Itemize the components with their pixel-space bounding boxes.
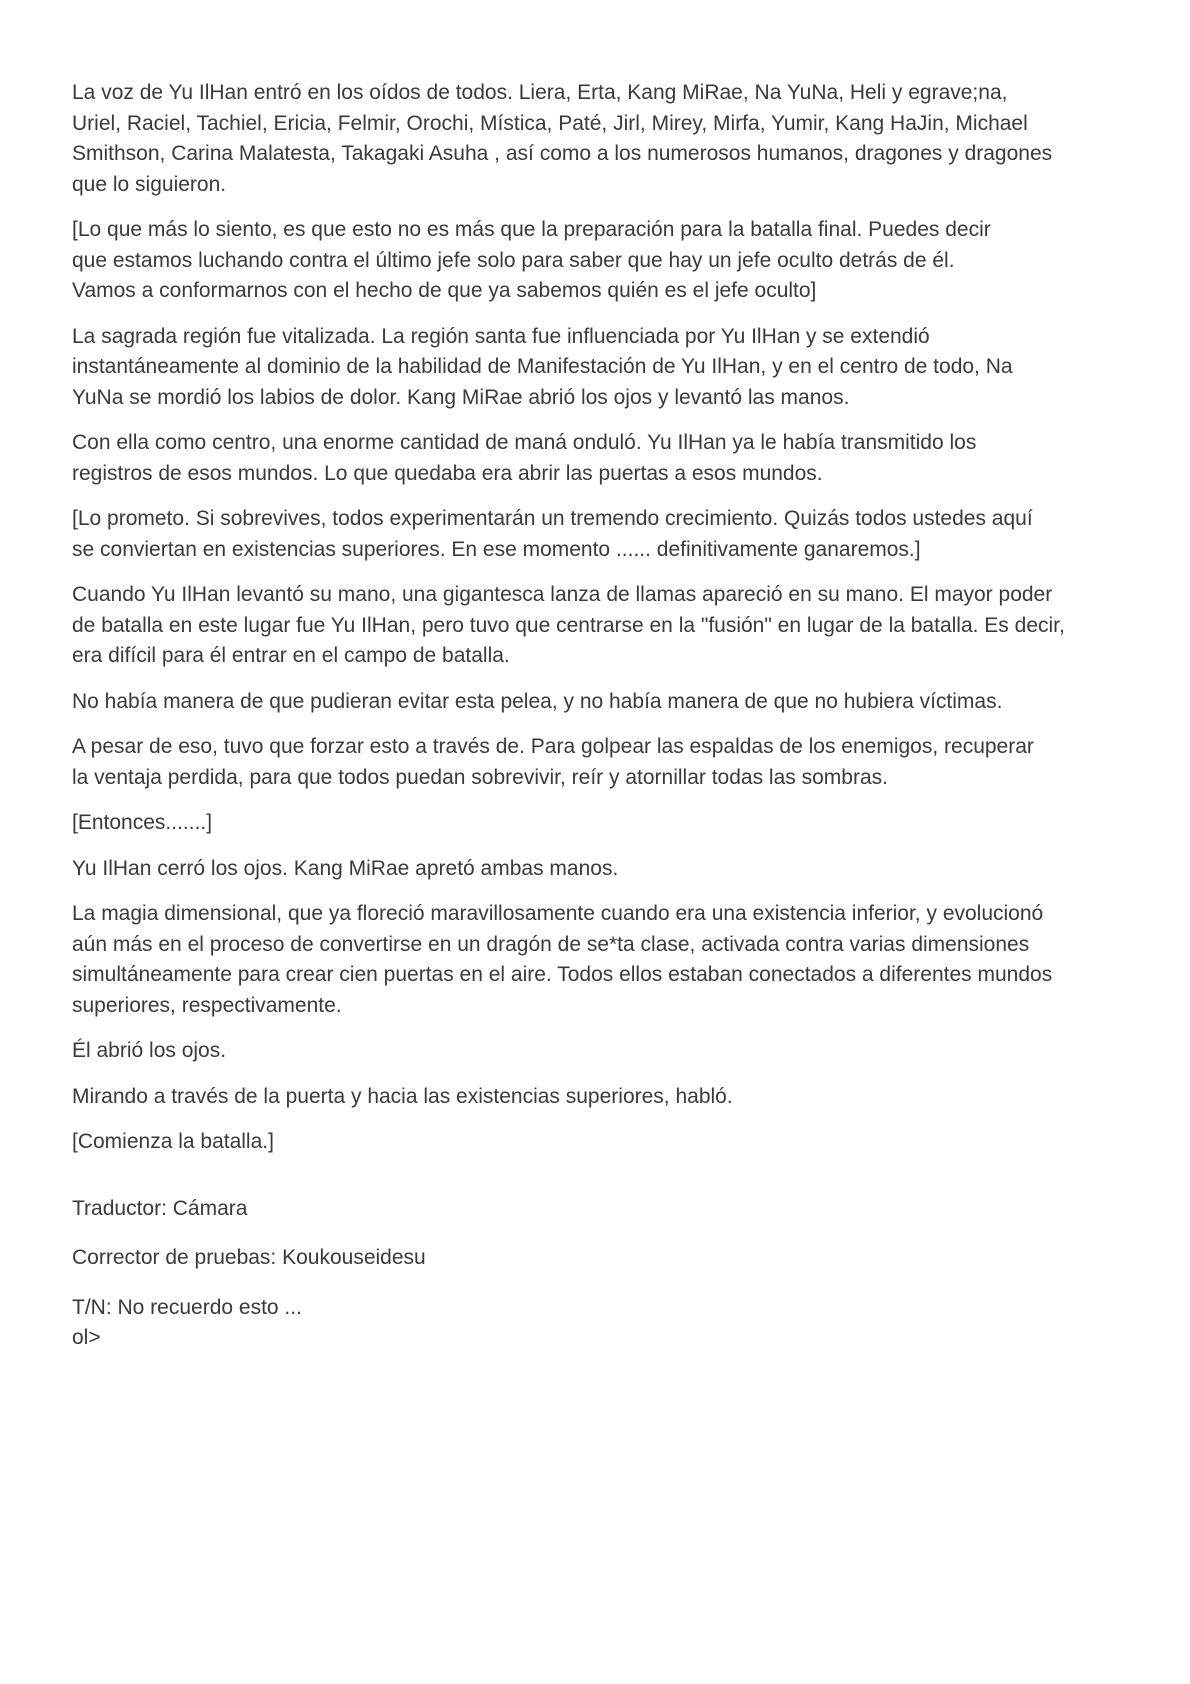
paragraph: A pesar de eso, tuvo que forzar esto a través de. Para golpear las espaldas de los enemigos, recuperar la ventaja perdida, para que todos puedan sobrevivir, reír y atornillar todas las sombras. [72,735,1034,789]
paragraph: [Lo que más lo siento, es que esto no es más que la preparación para la batalla final. Puedes decir que estamos luchando contra el último jefe solo para saber que hay un jefe oculto detrás de él. Vamos a conformarnos con el hecho de que ya sabemos quién es el jefe oculto] [72,218,991,302]
paragraph: Él abrió los ojos. [72,1039,227,1062]
credits-section [72,1194,1122,1354]
paragraph: No había manera de que pudieran evitar esta pelea, y no había manera de que no hubiera víctimas. [72,689,1003,713]
paragraph: Cuando Yu IlHan levantó su mano, una gigantesca lanza de llamas apareció en su mano. El mayor poder de batalla en este lugar fue Yu IlHan, pero tuvo que centrarse en la "fusión" en lugar de la batalla. Es decir, era difícil para él entrar en el campo de batalla. [72,583,1065,667]
translator-note: T/N: No recuerdo esto ... ol> [72,1295,302,1349]
document-page [72,78,1122,1354]
paragraph: Mirando a través de la puerta y hacia las existencias superiores, habló. [72,1084,733,1108]
paragraph: Yu IlHan cerró los ojos. Kang MiRae apretó ambas manos. [72,856,619,880]
paragraph: [Comienza la batalla.] [72,1130,274,1153]
paragraph: [Entonces.......] [72,811,213,834]
paragraph: [Lo prometo. Si sobrevives, todos experimentarán un tremendo crecimiento. Quizás todos ustedes aquí se conviertan en existencias superiores. En ese momento ...... definitivamente ganaremos.] [72,507,1033,561]
paragraph: Con ella como centro, una enorme cantidad de maná onduló. Yu IlHan ya le había transmitido los registros de esos mundos. Lo que quedaba era abrir las puertas a esos mundos. [72,431,977,485]
paragraph: La voz de Yu IlHan entró en los oídos de todos. Liera, Erta, Kang MiRae, Na YuNa, Heli y egrave;na, Uriel, Raciel, Tachiel, Ericia, Felmir, Orochi, Mística, Paté, Jirl, Mirey, Mirfa, Yumir, Kang HaJin, Michael Smithson, Carina Malatesta, Takagaki Asuha , así como a los numerosos humanos, dragones y dragones que lo siguieron. [72,81,1053,196]
proofreader-credit: Corrector de pruebas: Koukouseidesu [72,1246,426,1269]
paragraph: La magia dimensional, que ya floreció maravillosamente cuando era una existencia inferior, y evolucionó aún más en el proceso de convertirse en un dragón de se*ta clase, activada contra varias dimensiones simultáneamente para crear cien puertas en el aire. Todos ellos estaban conectados a diferentes mundos superiores, respectivamente. [72,902,1053,1017]
paragraph: La sagrada región fue vitalizada. La región santa fue influenciada por Yu IlHan y se extendió instantáneamente al dominio de la habilidad de Manifestación de Yu IlHan, y en el centro de todo, Na YuNa se mordió los labios de dolor. Kang MiRae abrió los ojos y levantó las manos. [72,324,1013,409]
translator-credit: Traductor: Cámara [72,1196,248,1220]
